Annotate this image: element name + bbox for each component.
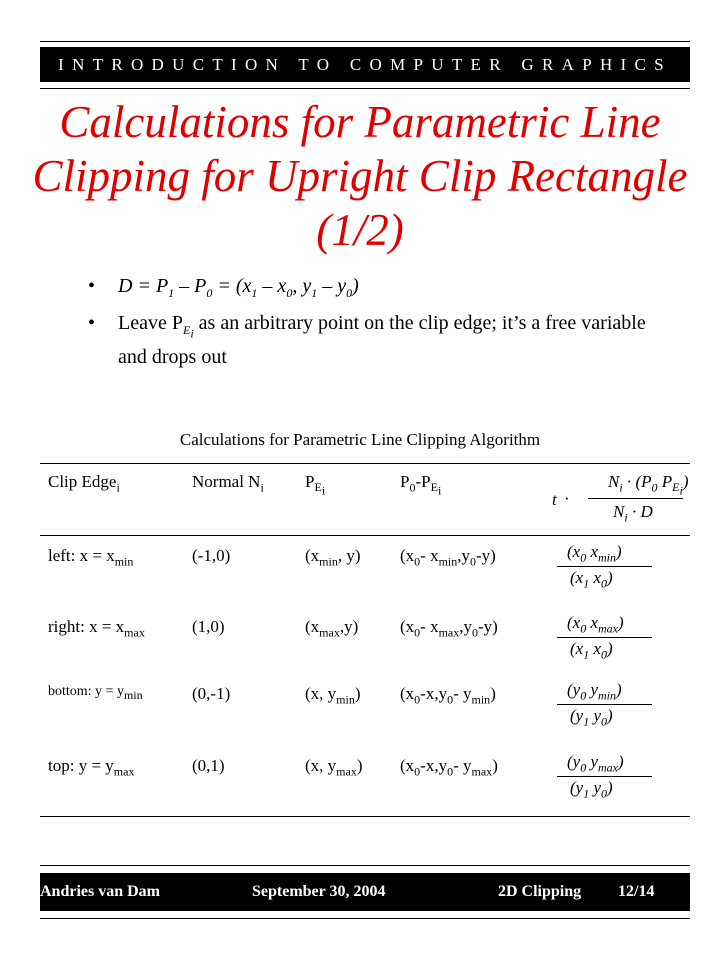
footer-author: Andries van Dam: [40, 883, 161, 900]
bullet-d-definition: [88, 274, 648, 305]
row-diff: ($x_0-$ $x_{min},y_0-y$): [400, 546, 496, 569]
row-pe: ($x_{min}$, y): [305, 546, 361, 569]
table-top-rule: [40, 463, 690, 464]
row-normal: (-1,0): [192, 546, 231, 565]
bullet-leave-pe: [88, 311, 648, 369]
row-clip-edge: left: $x = x_{min}$: [48, 546, 134, 569]
bullet-list: [88, 274, 648, 375]
slide-title: Calculations for Parametric Line Clipping for Upright Clip Rectangle (1/2): [32, 97, 688, 255]
table-bottom-rule: [40, 816, 690, 817]
header-t-formula: t · $N_i \cdot (P_0$ $P_{E_i}$) $N_i \cdot D$: [552, 472, 689, 525]
header-clip-edge: Clip Edge$_i$: [48, 472, 120, 495]
course-title: INTRODUCTION TO COMPUTER GRAPHICS: [58, 55, 672, 74]
row-diff: ($x_0-x,y_0-$ $y_{max}$): [400, 756, 498, 779]
row-pe: $(x_{max},y)$: [305, 617, 359, 640]
d-definition-text: $D = P_1 - P_0 = (x_1 - x_0$, $y_1 - y_0$): [118, 275, 359, 300]
table-header-rule: [40, 535, 690, 536]
row-diff: ($x_0-$ $x_{max},y_0-y$): [400, 617, 498, 640]
row-t-fraction: ($x_0$ $x_{max}$) ($x_1$ $x_0$): [555, 613, 665, 665]
header-pe: $P_{E_i}$: [305, 472, 326, 498]
footer-topic: 2D Clipping: [498, 883, 582, 900]
row-normal: (1,0): [192, 617, 225, 636]
footer-top-rule: [40, 865, 690, 866]
header-bottom-rule: [40, 88, 690, 89]
header-diff: $P_0-P_{E_i}$: [400, 472, 442, 498]
bullet-dot: •: [88, 312, 96, 334]
row-t-fraction: ($y_0$ $y_{min}$) ($y_1$ $y_0$): [555, 680, 665, 732]
row-pe: (x, $y_{max}$): [305, 756, 363, 779]
header-top-rule: [40, 41, 690, 42]
row-clip-edge: bottom: $y = y_{min}$: [48, 684, 143, 702]
row-normal: (0,-1): [192, 684, 231, 703]
footer-page: 12/14: [618, 883, 655, 900]
leave-pe-text: Leave $P_{E_i}$ as an arbitrary point on the clip edge; it’s a free variable and drops out: [118, 312, 646, 369]
row-diff: ($x_0-x,y_0-$ $y_{min}$): [400, 684, 496, 707]
row-clip-edge: right: $x = x_{max}$: [48, 617, 145, 640]
header-bar: [40, 47, 690, 82]
row-t-fraction: ($y_0$ $y_{max}$) ($y_1$ $y_0$): [555, 752, 665, 804]
header-normal: Normal $N_i$: [192, 472, 264, 495]
bullet-dot: •: [88, 275, 96, 297]
table-caption: Calculations for Parametric Line Clipping Algorithm: [179, 430, 541, 449]
footer-date: September 30, 2004: [252, 883, 386, 900]
row-t-fraction: ($x_0$ $x_{min}$) ($x_1$ $x_0$): [555, 542, 665, 594]
footer-bar: [40, 873, 690, 911]
row-normal: (0,1): [192, 756, 225, 775]
row-pe: (x, $y_{min}$): [305, 684, 361, 707]
row-clip-edge: top: $y = y_{max}$: [48, 756, 135, 779]
footer-bottom-rule: [40, 918, 690, 919]
